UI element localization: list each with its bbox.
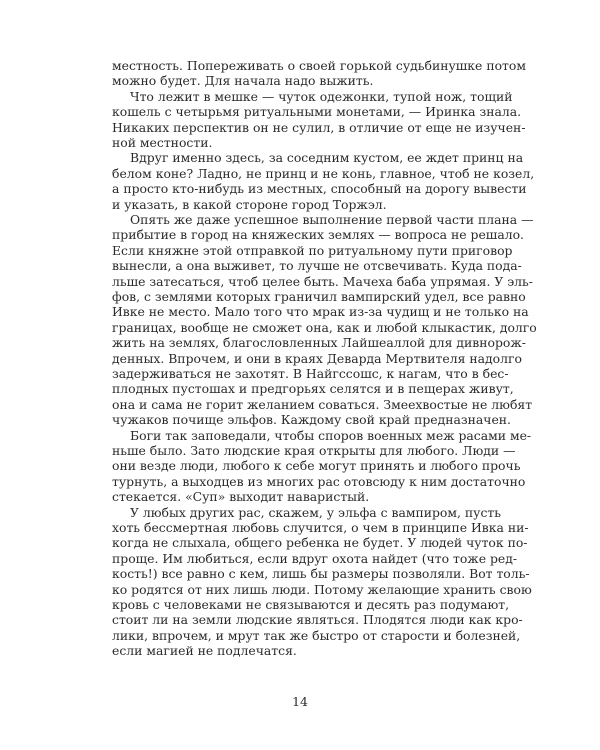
text-line: денных. Впрочем, и они в краях Деварда Мертвителя надолго bbox=[112, 350, 522, 366]
text-line: турнуть, а выходцев из многих рас отовсюду к ним достаточно bbox=[112, 473, 526, 489]
text-line: ко родятся от них лишь люди. Потому желающие хранить свою bbox=[112, 581, 532, 597]
text-line: можно будет. Для начала надо выжить. bbox=[112, 73, 374, 89]
text-line: стоит ли на земли людские являться. Плодятся люди как кро- bbox=[112, 612, 523, 628]
text-line: стекается. «Суп» выходит наваристый. bbox=[112, 489, 370, 505]
text-line: жить на землях, благословленных Лайшеаллой для дивнорож- bbox=[112, 335, 526, 351]
text-line: Боги так заповедали, чтобы споров военных меж расами ме- bbox=[130, 427, 532, 443]
text-line: местность. Попереживать о своей горькой судьбинушке потом bbox=[112, 58, 526, 73]
text-line: Вдруг именно здесь, за соседним кустом, ее ждет принц на bbox=[130, 150, 524, 166]
text-line: белом коне? Ладно, не принц и не конь, главное, чтоб не козел, bbox=[112, 165, 535, 181]
text-line: Что лежит в мешке — чуток одежонки, тупой нож, тощий bbox=[130, 88, 513, 104]
text-line: если магией не подлечатся. bbox=[112, 643, 297, 659]
text-line: чужаков почище эльфов. Каждому свой край предназначен. bbox=[112, 412, 511, 428]
text-line: Никаких перспектив он не сулил, в отличие от еще не изучен- bbox=[112, 119, 526, 135]
text-line: Если княжне этой отправкой по ритуальному пути приговор bbox=[112, 242, 513, 258]
text-line: льше затесаться, чтоб целее быть. Мачеха баба упрямая. У эль- bbox=[112, 273, 533, 289]
text-line: прибытие в город на княжеских землях — вопроса не решало. bbox=[112, 227, 524, 243]
text-line: Опять же даже успешное выполнение первой части плана — bbox=[130, 212, 534, 227]
text-line: кость!) все равно с кем, лишь бы размеры позволяли. Вот толь- bbox=[112, 566, 530, 582]
text-line: когда не слыхала, общего ребенка не будет. У людей чуток по- bbox=[112, 535, 528, 551]
text-line: границах, вообще не сможет она, как и любой клыкастик, долго bbox=[112, 319, 537, 335]
text-line: хоть бессмертная любовь случится, о чем в принципе Ивка ни- bbox=[112, 520, 529, 535]
text-line: Ивке не место. Мало того что мрак из-за чудищ и не только на bbox=[112, 304, 529, 320]
text-line: задерживаться не захотят. В Найгссошс, к нагам, что в бес- bbox=[112, 366, 509, 381]
text-line: плодных пустошах и предгорьях селятся и в пещерах живут, bbox=[112, 381, 514, 397]
text-line: они везде люди, любого к себе могут принять и любого прочь bbox=[112, 458, 521, 474]
text-line: фов, с землями которых граничил вампирский удел, все равно bbox=[112, 289, 526, 304]
text-line: проще. Им любиться, если вдруг охота найдет (что тоже ред- bbox=[112, 550, 518, 566]
text-line: кровь с человеками не связываются и десять раз подумают, bbox=[112, 597, 510, 612]
text-line: кошель с четырьмя ритуальными монетами, — Иринка знала. bbox=[112, 104, 522, 120]
page-number: 14 bbox=[292, 694, 308, 709]
text-line: вынесли, а она выживет, то лучше не отсвечивать. Куда пода- bbox=[112, 258, 522, 274]
text-line: лики, впрочем, и мрут так же быстро от старости и болезней, bbox=[112, 627, 521, 643]
text-line: ной местности. bbox=[112, 135, 213, 150]
text-line: и указать, в какой стороне город Торжэл. bbox=[112, 196, 387, 212]
text-line: она и сама не горит желанием соваться. Змеехвостые не любят bbox=[112, 396, 533, 412]
text-line: У любых других рас, скажем, у эльфа с вампиром, пусть bbox=[130, 504, 501, 520]
text-line: ньше было. Зато людские края открыты для любого. Люди — bbox=[112, 443, 516, 458]
text-line: а просто кто-нибудь из местных, способный на дорогу вывести bbox=[112, 181, 527, 197]
